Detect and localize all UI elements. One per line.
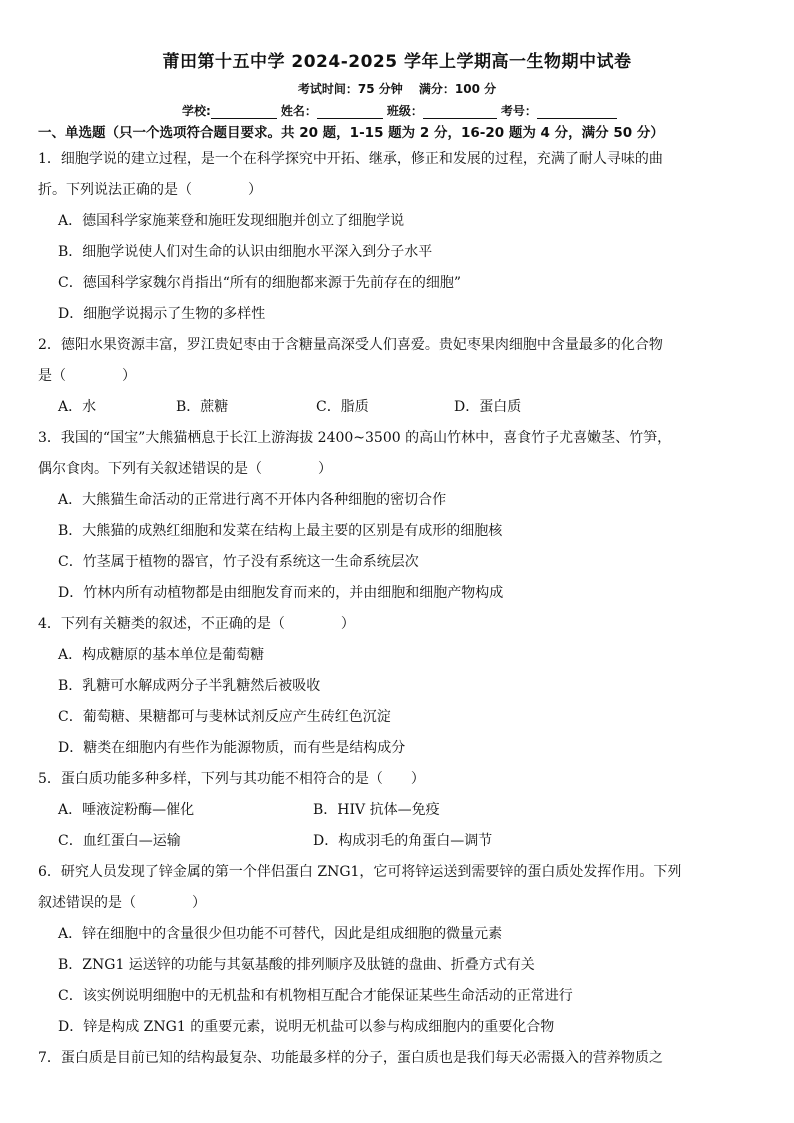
option-d[interactable]: D．细胞学说揭示了生物的多样性 (58, 306, 266, 322)
option-a[interactable]: A．水 (58, 399, 97, 415)
option-c[interactable]: C．葡萄糖、果糖都可与斐林试剂反应产生砖红色沉淀 (58, 709, 391, 725)
option-c[interactable]: C．德国科学家魏尔肖指出“所有的细胞都来源于先前存在的细胞” (58, 275, 462, 291)
option-d[interactable]: D．构成羽毛的角蛋白—调节 (313, 833, 493, 849)
question-7-line-1: 7．蛋白质是目前已知的结构最复杂、功能最多样的分子，蛋白质也是我们每天必需摄入的营养物质之 (38, 1050, 663, 1066)
name-field: 姓名： (281, 102, 383, 119)
question-2 (38, 330, 758, 423)
option-b[interactable]: B．大熊猫的成熟红细胞和发菜在结构上最主要的区别是有成形的细胞核 (58, 523, 503, 539)
question-3 (38, 423, 758, 609)
option-b[interactable]: B．蔗糖 (176, 399, 229, 415)
option-a[interactable]: A．构成糖原的基本单位是葡萄糖 (58, 647, 265, 663)
school-blank[interactable] (211, 105, 277, 119)
student-info-fields (182, 102, 621, 119)
question-2-line-2: 是（ ） (38, 368, 136, 384)
option-c[interactable]: C．竹茎属于植物的器官，竹子没有系统这一生命系统层次 (58, 554, 419, 570)
question-6-line-1: 6．研究人员发现了锌金属的第一个伴侣蛋白 ZNG1，它可将锌运送到需要锌的蛋白质处发挥作用。下列 (38, 864, 682, 880)
question-1-line-1: 1．细胞学说的建立过程，是一个在科学探究中开拓、继承，修正和发展的过程，充满了耐人寻味的曲 (38, 151, 663, 167)
name-blank[interactable] (317, 105, 383, 119)
option-a[interactable]: A．德国科学家施莱登和施旺发现细胞并创立了细胞学说 (58, 213, 405, 229)
option-c[interactable]: C．血红蛋白—运输 (58, 833, 181, 849)
exam-number-blank[interactable] (537, 105, 617, 119)
option-d[interactable]: D．糖类在细胞内有些作为能源物质，而有些是结构成分 (58, 740, 406, 756)
question-4 (38, 609, 758, 764)
school-field: 学校: (182, 102, 277, 119)
question-6 (38, 857, 758, 1043)
question-5-options-row-1 (38, 795, 758, 826)
question-4-line-1: 4．下列有关糖类的叙述，不正确的是（ ） (38, 616, 355, 632)
question-7 (38, 1043, 758, 1074)
question-1 (38, 144, 758, 330)
question-1-line-2: 折。下列说法正确的是（ ） (38, 182, 262, 198)
option-b[interactable]: B．细胞学说使人们对生命的认识由细胞水平深入到分子水平 (58, 244, 433, 260)
question-5 (38, 764, 758, 857)
section-heading: 一、单选题（只一个选项符合题目要求。共 20 题，1-15 题为 2 分，16-20 题为 4 分，满分 50 分） (38, 125, 664, 141)
option-a[interactable]: A．唾液淀粉酶—催化 (58, 802, 195, 818)
exam-info (0, 80, 794, 97)
exam-number-field: 考号： (501, 102, 617, 119)
question-6-line-2: 叙述错误的是（ ） (38, 895, 206, 911)
question-2-line-1: 2．德阳水果资源丰富，罗江贵妃枣由于含糖量高深受人们喜爱。贵妃枣果肉细胞中含量最多的化合物 (38, 337, 663, 353)
class-field: 班级： (387, 102, 497, 119)
class-blank[interactable] (423, 105, 497, 119)
option-a[interactable]: A．大熊猫生命活动的正常进行离不开体内各种细胞的密切合作 (58, 492, 447, 508)
exam-score: 满分：100 分 (418, 82, 497, 96)
option-c[interactable]: C．脂质 (316, 399, 369, 415)
option-b[interactable]: B．ZNG1 运送锌的功能与其氨基酸的排列顺序及肽链的盘曲、折叠方式有关 (58, 957, 535, 973)
option-d[interactable]: D．锌是构成 ZNG1 的重要元素，说明无机盐可以参与构成细胞内的重要化合物 (58, 1019, 555, 1035)
option-b[interactable]: B．HIV 抗体—免疫 (313, 802, 440, 818)
questions (38, 144, 758, 1074)
option-d[interactable]: D．竹林内所有动植物都是由细胞发育而来的，并由细胞和细胞产物构成 (58, 585, 504, 601)
option-d[interactable]: D．蛋白质 (454, 399, 522, 415)
question-5-line-1: 5．蛋白质功能多种多样，下列与其功能不相符合的是（ ） (38, 771, 425, 787)
option-b[interactable]: B．乳糖可水解成两分子半乳糖然后被吸收 (58, 678, 321, 694)
exam-title: 莆田第十五中学 2024-2025 学年上学期高一生物期中试卷 (162, 52, 632, 72)
option-c[interactable]: C．该实例说明细胞中的无机盐和有机物相互配合才能保证某些生命活动的正常进行 (58, 988, 573, 1004)
question-3-line-1: 3．我国的“国宝”大熊猫栖息于长江上游海拔 2400~3500 的高山竹林中，喜食竹子尤喜嫩茎、竹笋， (38, 430, 672, 446)
question-5-options-row-2 (38, 826, 758, 857)
option-a[interactable]: A．锌在细胞中的含量很少但功能不可替代，因此是组成细胞的微量元素 (58, 926, 503, 942)
question-3-line-2: 偶尔食肉。下列有关叙述错误的是（ ） (38, 461, 332, 477)
question-2-options (38, 392, 758, 423)
exam-time: 考试时间：75 分钟 (297, 82, 403, 96)
